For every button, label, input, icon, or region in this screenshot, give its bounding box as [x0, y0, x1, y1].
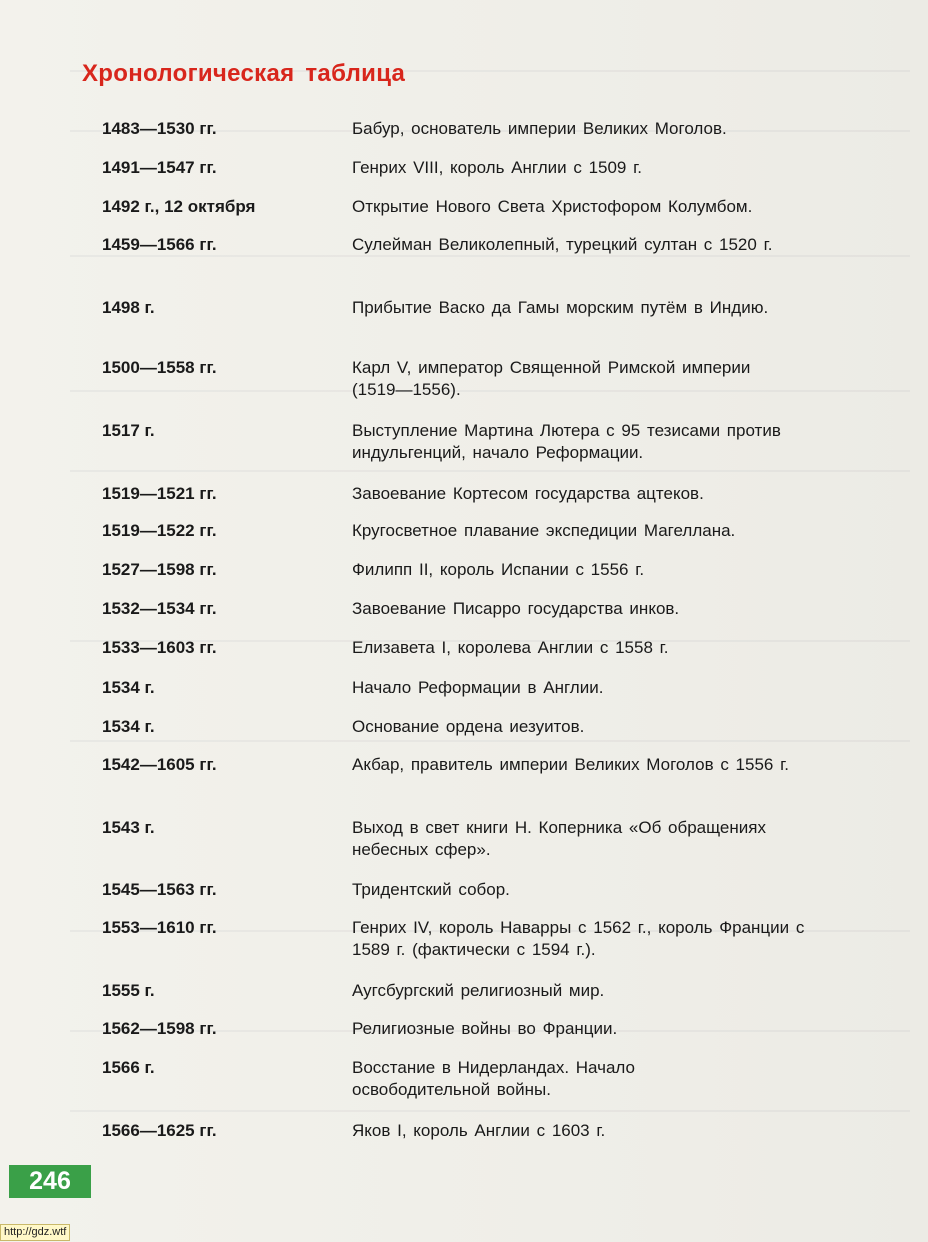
row-event: Аугсбургский религиозный мир. [352, 981, 605, 1000]
row-date: 1498 г. [102, 298, 155, 317]
page-number-badge: 246 [9, 1165, 91, 1198]
row-date: 1532—1534 гг. [102, 599, 217, 618]
row-date: 1483—1530 гг. [102, 119, 217, 138]
row-date: 1542—1605 гг. [102, 755, 217, 774]
row-date: 1545—1563 гг. [102, 880, 217, 899]
row-date: 1519—1521 гг. [102, 484, 217, 503]
row-date: 1562—1598 гг. [102, 1019, 217, 1038]
row-event: Основание ордена иезуитов. [352, 717, 585, 736]
row-date: 1553—1610 гг. [102, 918, 217, 937]
row-event: Религиозные войны во Франции. [352, 1019, 618, 1038]
row-event: Открытие Нового Света Христофором Колумбом. [352, 197, 753, 216]
row-date: 1491—1547 гг. [102, 158, 217, 177]
row-date: 1566 г. [102, 1058, 155, 1077]
row-date: 1500—1558 гг. [102, 358, 217, 377]
row-event: Кругосветное плавание экспедиции Магеллана. [352, 521, 736, 540]
row-event: Прибытие Васко да Гамы морским путём в Индию. [352, 298, 769, 317]
row-date: 1527—1598 гг. [102, 560, 217, 579]
row-date: 1519—1522 гг. [102, 521, 217, 540]
row-event: Завоевание Кортесом государства ацтеков. [352, 484, 704, 503]
row-event: Восстание в Нидерландах. Начало освободительной войны. [352, 1058, 635, 1099]
row-event: Выступление Мартина Лютера с 95 тезисами против индульгенций, начало Реформации. [352, 421, 781, 462]
row-date: 1566—1625 гг. [102, 1121, 217, 1140]
row-date: 1459—1566 гг. [102, 235, 217, 254]
row-event: Карл V, император Священной Римской империи (1519—1556). [352, 358, 751, 399]
row-event: Генрих IV, король Наварры с 1562 г., король Франции с 1589 г. (фактически с 1594 г.). [352, 918, 805, 959]
page-title: Хронологическая таблица [82, 60, 406, 87]
row-event: Генрих VIII, король Англии с 1509 г. [352, 158, 642, 177]
row-event: Тридентский собор. [352, 880, 510, 899]
row-event: Яков I, король Англии с 1603 г. [352, 1121, 606, 1140]
watermark-link[interactable]: http://gdz.wtf [0, 1224, 70, 1241]
row-event: Начало Реформации в Англии. [352, 678, 604, 697]
row-event: Выход в свет книги Н. Коперника «Об обращениях небесных сфер». [352, 818, 766, 859]
row-date: 1555 г. [102, 981, 155, 1000]
row-event: Филипп II, король Испании с 1556 г. [352, 560, 645, 579]
row-event: Бабур, основатель империи Великих Моголов. [352, 119, 727, 138]
row-date: 1517 г. [102, 421, 155, 440]
row-date: 1533—1603 гг. [102, 638, 217, 657]
row-date: 1534 г. [102, 678, 155, 697]
row-event: Елизавета I, королева Англии с 1558 г. [352, 638, 669, 657]
row-date: 1492 г., 12 октября [102, 197, 256, 216]
row-event: Акбар, правитель империи Великих Моголов с 1556 г. [352, 755, 789, 774]
row-date: 1543 г. [102, 818, 155, 837]
row-date: 1534 г. [102, 717, 155, 736]
row-event: Завоевание Писарро государства инков. [352, 599, 680, 618]
row-event: Сулейман Великолепный, турецкий султан с 1520 г. [352, 235, 773, 254]
